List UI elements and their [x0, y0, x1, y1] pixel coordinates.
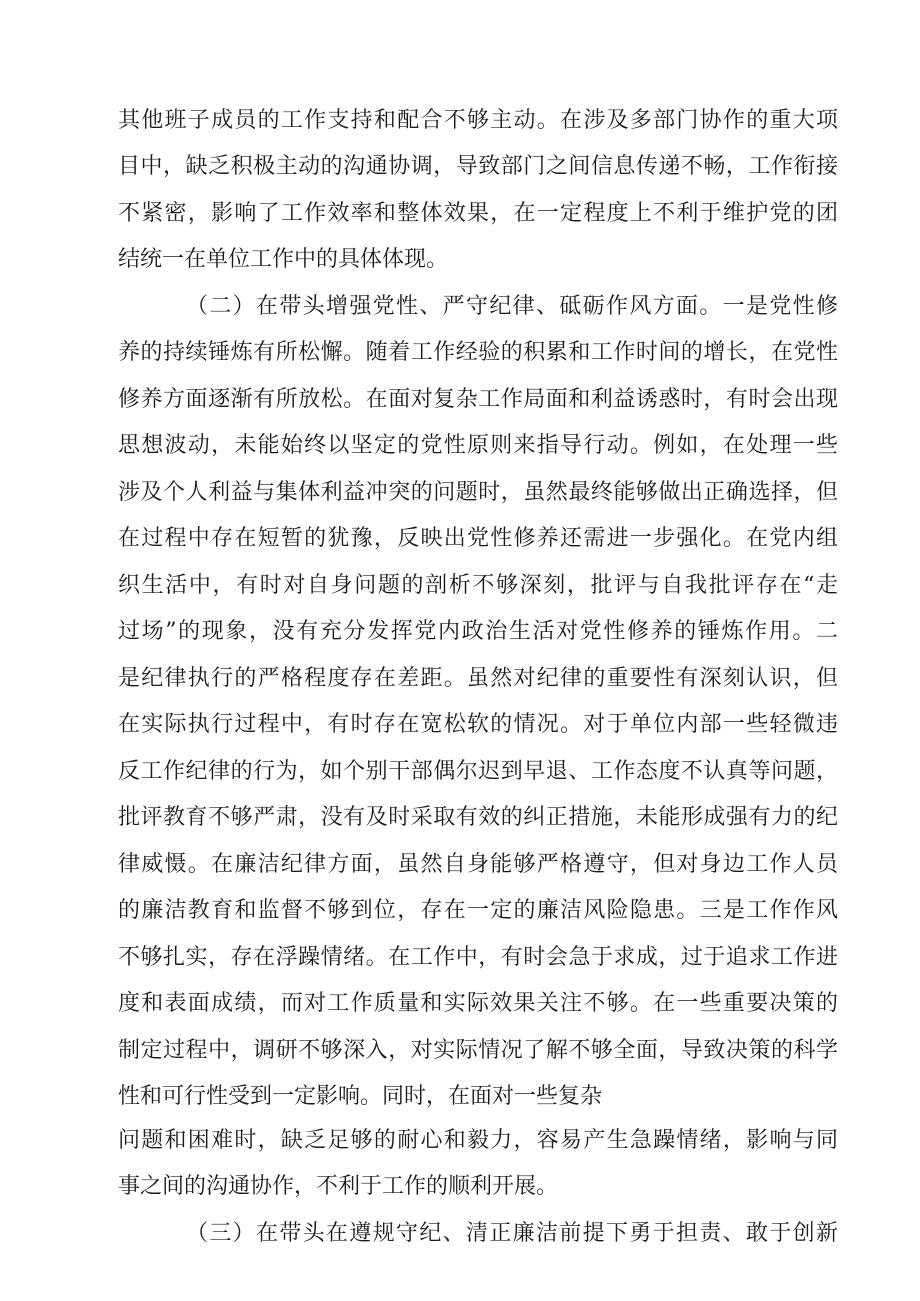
section-heading-line: （二）在带头增强党性、严守纪律、砥砺作风方面。一是党性修	[186, 294, 838, 319]
text-line: 不够扎实，存在浮躁情绪。在工作中，有时会急于求成，过于追求工作进	[118, 945, 838, 970]
text-line: 过场”的现象，没有充分发挥党内政治生活对党性修养的锤炼作用。二	[118, 619, 838, 644]
text-line: 的廉洁教育和监督不够到位，存在一定的廉洁风险隐患。三是工作作风	[118, 898, 838, 923]
text-line: 度和表面成绩，而对工作质量和实际效果关注不够。在一些重要决策的	[118, 991, 838, 1016]
text-line: 事之间的沟通协作，不利于工作的顺利开展。	[118, 1174, 559, 1199]
text-line: 涉及个人利益与集体利益冲突的问题时，虽然最终能够做出正确选择，但	[118, 480, 838, 505]
text-line: 问题和困难时，缺乏足够的耐心和毅力，容易产生急躁情绪，影响与同	[118, 1128, 838, 1153]
text-line: 性和可行性受到一定影响。同时，在面对一些复杂	[118, 1084, 603, 1109]
text-line: 在实际执行过程中，有时存在宽松软的情况。对于单位内部一些轻微违	[118, 712, 838, 737]
text-line: 织生活中，有时对自身问题的剖析不够深刻，批评与自我批评存在“走	[118, 573, 838, 598]
text-line: 反工作纪律的行为，如个别干部偶尔迟到早退、工作态度不认真等问题，	[118, 759, 838, 784]
text-line: 律威慑。在廉洁纪律方面，虽然自身能够严格遵守，但对身边工作人员	[118, 852, 838, 877]
text-line: 在过程中存在短暂的犹豫，反映出党性修养还需进一步强化。在党内组	[118, 526, 838, 551]
text-line: 不紧密，影响了工作效率和整体效果，在一定程度上不利于维护党的团	[118, 201, 838, 226]
text-line: 批评教育不够严肃，没有及时采取有效的纠正措施，未能形成强有力的纪	[118, 805, 838, 830]
text-line: 养的持续锤炼有所松懈。随着工作经验的积累和工作时间的增长，在党性	[118, 340, 838, 365]
text-line: 结统一在单位工作中的具体体现。	[118, 247, 449, 272]
text-line: 思想波动，未能始终以坚定的党性原则来指导行动。例如，在处理一些	[118, 433, 838, 458]
section-heading-line: （三）在带头在遵规守纪、清正廉洁前提下勇于担责、敢于创新	[186, 1221, 838, 1246]
text-line: 目中，缺乏积极主动的沟通协调，导致部门之间信息传递不畅，工作衔接	[118, 154, 838, 179]
text-line: 其他班子成员的工作支持和配合不够主动。在涉及多部门协作的重大项	[118, 108, 838, 133]
text-line: 修养方面逐渐有所放松。在面对复杂工作局面和利益诱惑时，有时会出现	[118, 387, 838, 412]
text-line: 制定过程中，调研不够深入，对实际情况了解不够全面，导致决策的科学	[118, 1038, 838, 1063]
text-line: 是纪律执行的严格程度存在差距。虽然对纪律的重要性有深刻认识，但	[118, 666, 838, 691]
